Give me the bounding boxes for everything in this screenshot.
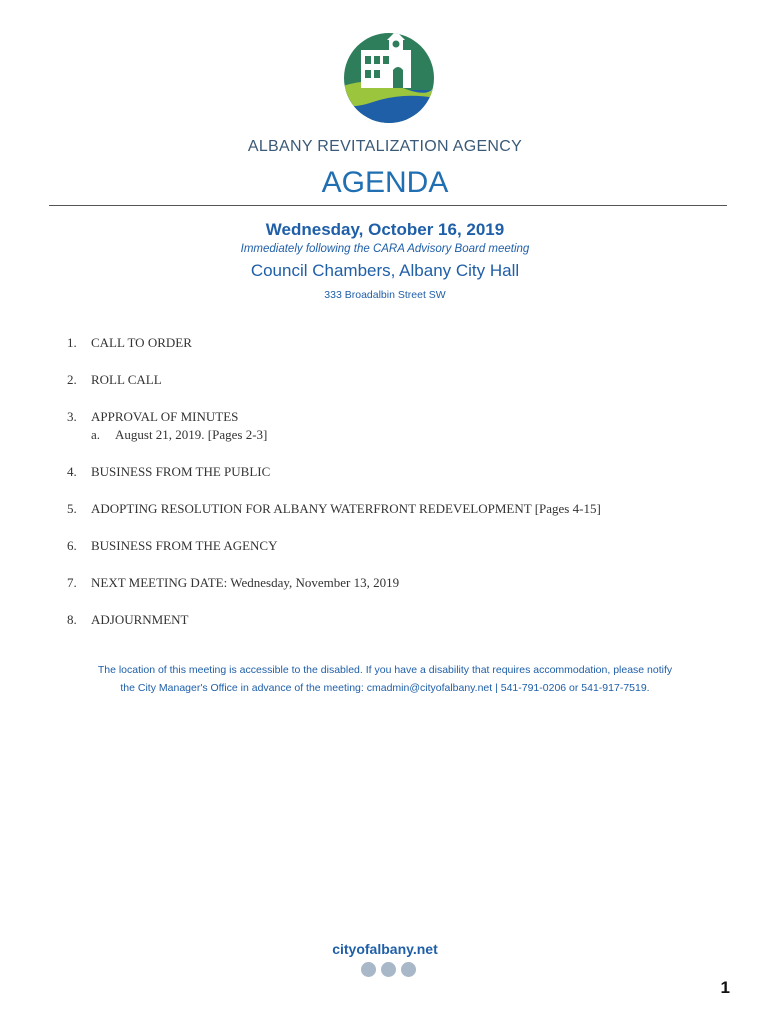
meeting-address: 333 Broadalbin Street SW <box>324 289 446 301</box>
meeting-date: Wednesday, October 16, 2019 <box>265 220 505 239</box>
item-number: 6. <box>67 538 77 553</box>
notice-line: the City Manager's Office in advance of the meeting: cmadmin@cityofalbany.net | 541-791-0206 or 541-917-7519. <box>120 682 650 694</box>
subitem-letter: a. <box>91 427 101 442</box>
page-number: 1 <box>720 978 730 997</box>
item-number: 1. <box>67 335 77 350</box>
header-divider <box>49 205 727 206</box>
item-text: ADJOURNMENT <box>91 612 189 627</box>
item-text: CALL TO ORDER <box>91 335 192 350</box>
accessibility-notice <box>40 661 730 697</box>
agenda-items <box>67 334 747 648</box>
notice-line: The location of this meeting is accessible to the disabled. If you have a disability that requires accommodation, please notify <box>97 664 673 676</box>
agenda-subitem <box>91 426 747 444</box>
agency-name: ALBANY REVITALIZATION AGENCY <box>247 138 523 155</box>
agenda-item <box>67 500 747 518</box>
agenda-item <box>67 408 747 444</box>
item-text: ROLL CALL <box>91 372 162 387</box>
item-number: 7. <box>67 575 77 590</box>
item-text: APPROVAL OF MINUTES <box>91 409 239 424</box>
agenda-item <box>67 334 747 352</box>
item-text: ADOPTING RESOLUTION FOR ALBANY WATERFRONT REDEVELOPMENT [Pages 4-15] <box>91 501 601 516</box>
item-text: BUSINESS FROM THE PUBLIC <box>91 464 271 479</box>
meeting-timing-note: Immediately following the CARA Advisory Board meeting <box>240 243 530 255</box>
item-number: 5. <box>67 501 77 516</box>
item-number: 8. <box>67 612 77 627</box>
item-text: NEXT MEETING DATE: Wednesday, November 13, 2019 <box>91 575 400 590</box>
social-icon[interactable] <box>401 962 416 977</box>
social-icon[interactable] <box>381 962 396 977</box>
agenda-item <box>67 371 747 389</box>
albany-logo <box>343 28 435 128</box>
agenda-item <box>67 611 747 629</box>
website-link[interactable]: cityofalbany.net <box>332 941 438 957</box>
subitem-text: August 21, 2019. [Pages 2-3] <box>115 427 268 442</box>
agenda-item <box>67 574 747 592</box>
page-title: AGENDA <box>321 166 449 199</box>
agenda-item <box>67 537 747 555</box>
social-icon[interactable] <box>361 962 376 977</box>
item-number: 4. <box>67 464 77 479</box>
meeting-location: Council Chambers, Albany City Hall <box>250 261 520 280</box>
social-icons <box>361 962 417 978</box>
item-text: BUSINESS FROM THE AGENCY <box>91 538 278 553</box>
item-number: 2. <box>67 372 77 387</box>
item-number: 3. <box>67 409 77 424</box>
agenda-item <box>67 463 747 481</box>
